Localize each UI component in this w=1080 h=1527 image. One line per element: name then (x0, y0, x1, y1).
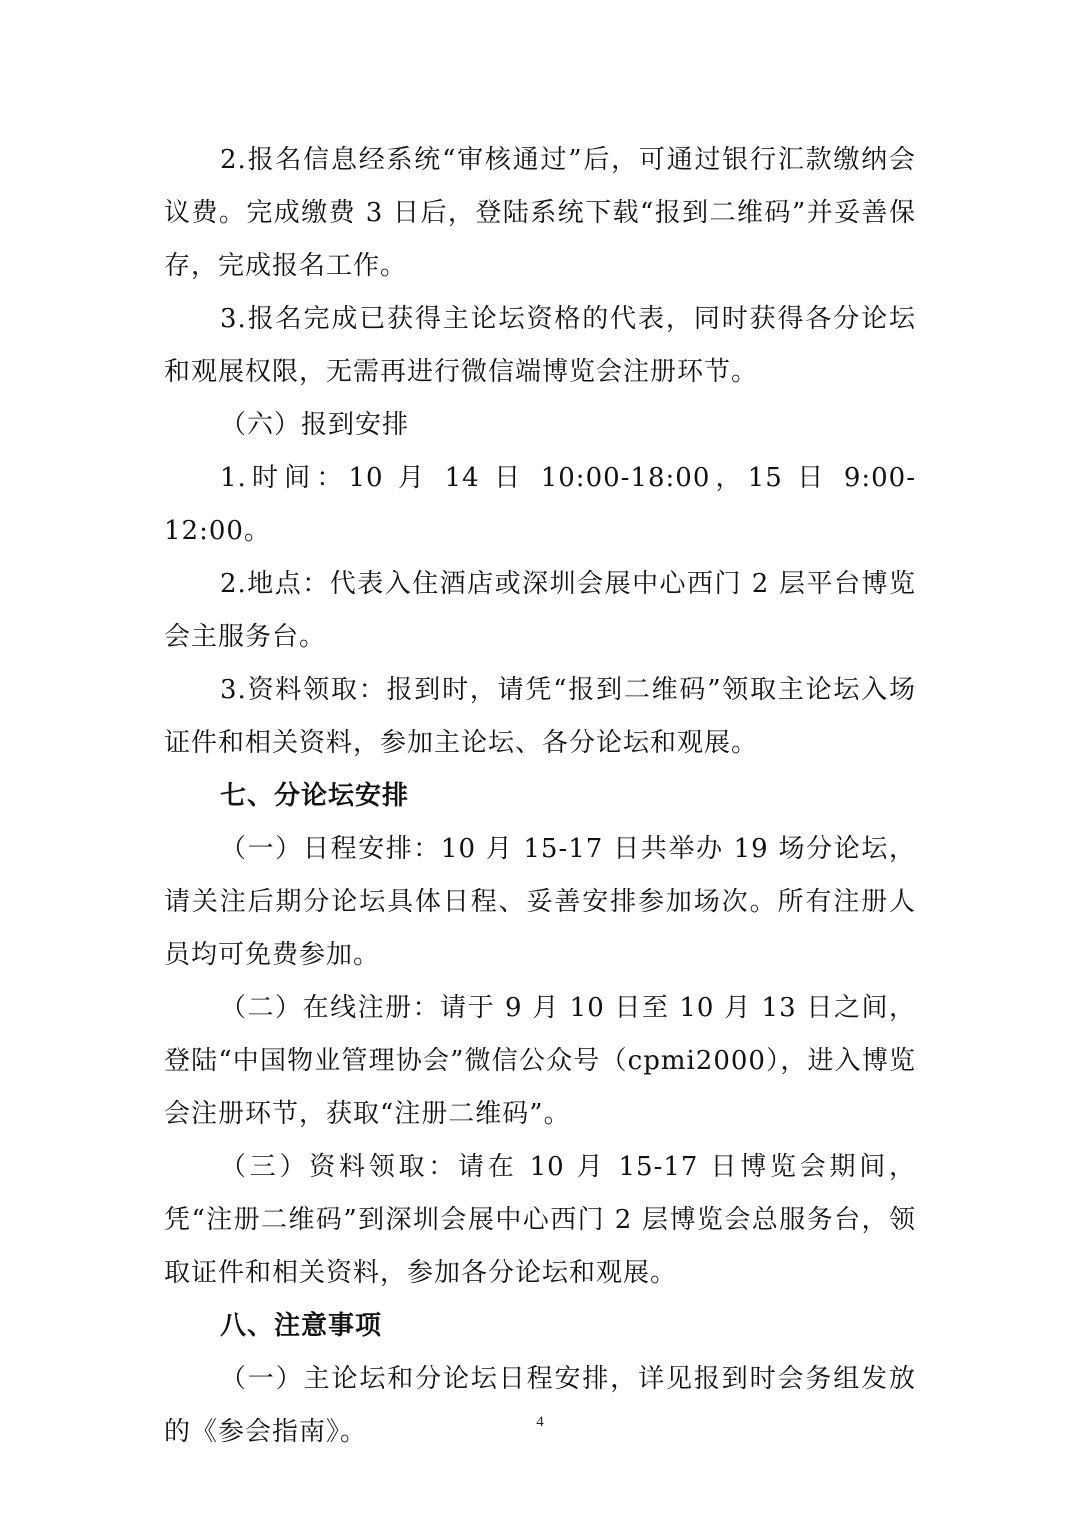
paragraph-main-forum-qualification: 3.报名完成已获得主论坛资格的代表，同时获得各分论坛和观展权限，无需再进行微信端博览会注册环节。 (164, 304, 916, 387)
paragraph-material-collection: 3.资料领取：报到时，请凭“报到二维码”领取主论坛入场证件和相关资料，参加主论坛、各分论坛和观展。 (164, 675, 916, 758)
paragraph-sub-forum-schedule: （一）日程安排：10 月 15-17 日共举办 19 场分论坛，请关注后期分论坛具体日程、妥善安排参加场次。所有注册人员均可免费参加。 (164, 834, 916, 970)
subheading-check-in-arrangement: （六）报到安排 (220, 410, 410, 440)
section-heading-notes: 八、注意事项 (220, 1311, 383, 1341)
paragraph-check-in-time: 1.时间：10 月 14 日 10:00-18:00，15 日 9:00-12:00。 (164, 463, 916, 546)
page-number: 4 (536, 1414, 544, 1430)
document-body (164, 134, 916, 1459)
paragraph-online-registration: （二）在线注册：请于 9 月 10 日至 10 月 13 日之间，登陆“中国物业管理协会”微信公众号（cpmi2000），进入博览会注册环节，获取“注册二维码”。 (164, 993, 916, 1129)
paragraph-sub-forum-materials: （三）资料领取：请在 10 月 15-17 日博览会期间，凭“注册二维码”到深圳会展中心西门 2 层博览会总服务台，领取证件和相关资料，参加各分论坛和观展。 (164, 1152, 916, 1288)
paragraph-check-in-location: 2.地点：代表入住酒店或深圳会展中心西门 2 层平台博览会主服务台。 (164, 569, 916, 652)
section-heading-sub-forum: 七、分论坛安排 (220, 781, 410, 811)
paragraph-schedule-guide: （一）主论坛和分论坛日程安排，详见报到时会务组发放的《参会指南》。 (164, 1364, 916, 1447)
paragraph-registration-payment: 2.报名信息经系统“审核通过”后，可通过银行汇款缴纳会议费。完成缴费 3 日后，登陆系统下载“报到二维码”并妥善保存，完成报名工作。 (164, 145, 916, 281)
